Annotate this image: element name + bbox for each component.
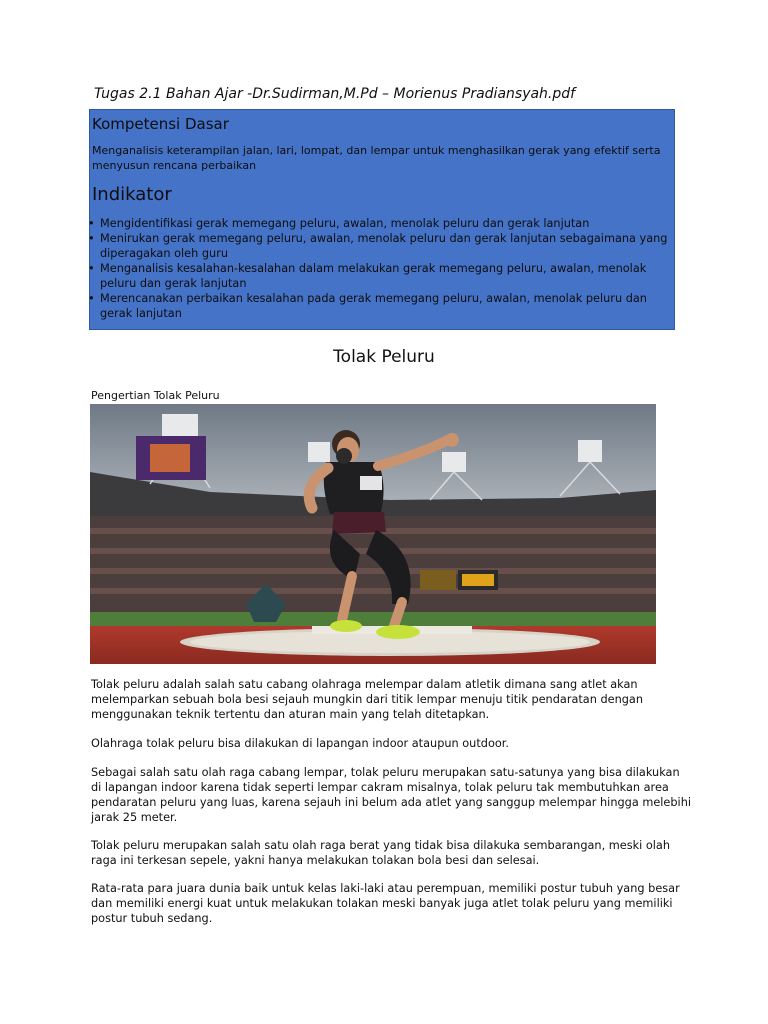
competency-text: Menganalisis keterampilan jalan, lari, lompat, dan lempar untuk menghasilkan gerak yang efektif serta menyusun rencana perbaikan xyxy=(92,144,661,172)
paragraph: Tolak peluru merupakan salah satu olah raga berat yang tidak bisa dilakuka sembarangan, meski olah raga ini terkesan sepele, yakni hanya melakukan tolakan bola besi dan selesai. xyxy=(91,839,671,867)
indicator-item: • Merencanakan perbaikan kesalahan pada gerak memegang peluru, awalan, menolak peluru dan gerak lanjutan xyxy=(90,291,676,321)
paragraph: Olahraga tolak peluru bisa dilakukan di lapangan indoor ataupun outdoor. xyxy=(91,737,509,750)
page-title: Tolak Peluru xyxy=(333,347,435,367)
competency-heading: Kompetensi Dasar xyxy=(92,115,229,133)
document-title: Tugas 2.1 Bahan Ajar -Dr.Sudirman,M.Pd – Morienus Pradiansyah.pdf xyxy=(94,86,576,102)
indicator-item: • Menirukan gerak memegang peluru, awalan, menolak peluru dan gerak lanjutan sebagaimana yang diperagakan oleh guru xyxy=(90,231,676,261)
indicator-item: • Menganalisis kesalahan-kesalahan dalam melakukan gerak memegang peluru, awalan, menolak peluru dan gerak lanjutan xyxy=(90,261,676,291)
indicator-heading: Indikator xyxy=(92,184,172,205)
paragraph: Sebagai salah satu olah raga cabang lempar, tolak peluru merupakan satu-satunya yang bisa dilakukan di lapangan indoor karena tidak seperti lempar cakram misalnya, tolak peluru tak membutuhkan area pendaratan peluru yang luas, karena sejauh ini belum ada atlet yang sanggup melempar hingga melebihi jarak 25 meter. xyxy=(91,766,691,824)
competency-box xyxy=(89,109,675,330)
paragraph: Tolak peluru adalah salah satu cabang olahraga melempar dalam atletik dimana sang atlet akan melemparkan sebuah bola besi sejauh mungkin dari titik lempar menuju titik pendaratan dengan menggunakan teknik tertentu dan aturan main yang telah ditetapkan. xyxy=(91,678,644,721)
shot-put-athlete-photo xyxy=(90,404,656,664)
section-label: Pengertian Tolak Peluru xyxy=(91,389,220,402)
indicator-list xyxy=(90,216,676,321)
indicator-item: • Mengidentifikasi gerak memegang peluru, awalan, menolak peluru dan gerak lanjutan xyxy=(90,216,676,231)
paragraph: Rata-rata para juara dunia baik untuk kelas laki-laki atau perempuan, memiliki postur tubuh yang besar dan memiliki energi kuat untuk melakukan tolakan meski banyak juga atlet tolak peluru yang memiliki postur tubuh sedang. xyxy=(91,882,680,925)
